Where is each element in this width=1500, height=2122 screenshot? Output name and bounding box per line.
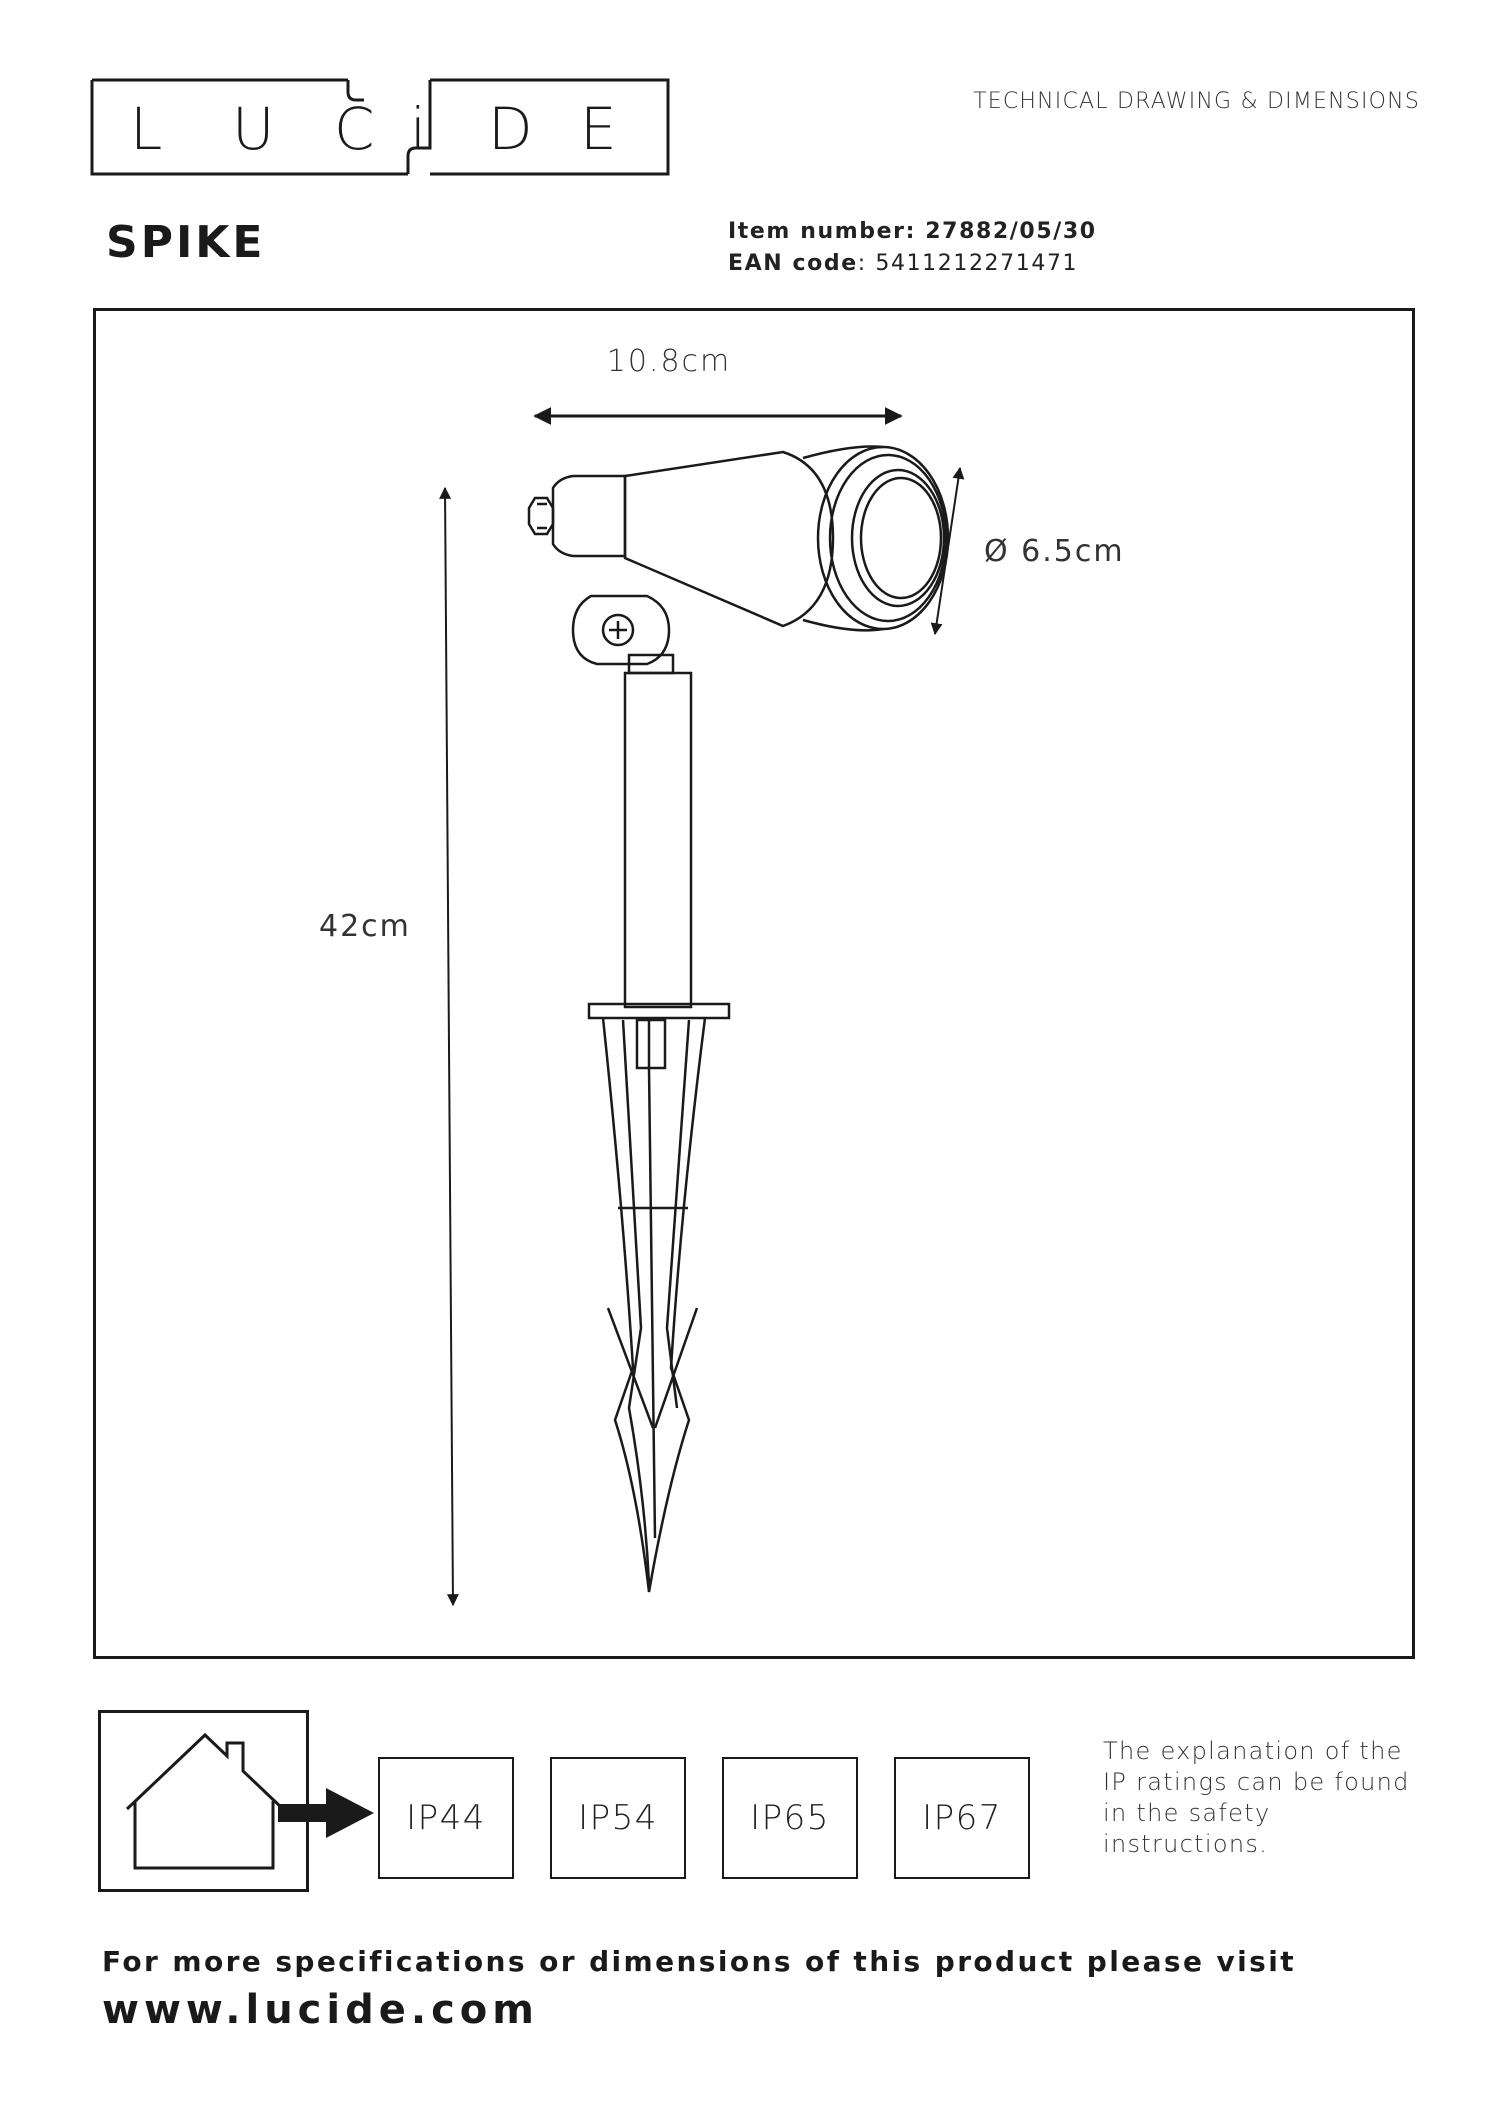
logo-letter-u: U [232, 95, 275, 163]
ground-spike [589, 1004, 729, 1592]
ip-rating-ip54: IP54 [550, 1757, 686, 1879]
ean-label: EAN code [728, 251, 858, 276]
lucide-logo [90, 78, 672, 182]
arrow-right-icon [276, 1782, 376, 1844]
logo-letter-d: D [488, 95, 533, 163]
height-dimension-line [445, 488, 453, 1605]
height-dimension-label: 42cm [319, 909, 411, 944]
logo-letter-i: i [410, 95, 427, 163]
document-type-label: TECHNICAL DRAWING & DIMENSIONS [973, 89, 1420, 114]
ean-row: EAN code: 5411212271471 [728, 251, 1079, 276]
ip-rating-note: The explanation of the IP ratings can be found in the safety instructions. [1103, 1737, 1410, 1858]
logo-letter-e: E [580, 95, 617, 163]
ean-value: 5411212271471 [875, 251, 1079, 276]
item-number-label: Item number [728, 219, 906, 244]
logo-letter-l: L [130, 95, 163, 163]
width-dimension-label: 10.8cm [606, 344, 732, 379]
diameter-dimension-label: Ø 6.5cm [984, 534, 1125, 569]
ip-rating-ip44: IP44 [378, 1757, 514, 1879]
website-link[interactable]: www.lucide.com [102, 1987, 539, 2033]
footer-text: For more specifications or dimensions of this product please visit [102, 1945, 1296, 1978]
spike-stem [625, 673, 691, 1007]
ip-rating-ip67: IP67 [894, 1757, 1030, 1879]
item-number-value: 27882/05/30 [925, 219, 1097, 244]
spotlight-head [529, 446, 948, 673]
technical-drawing [93, 308, 1415, 1659]
item-number-row: Item number: 27882/05/30 [728, 219, 1097, 244]
product-name: SPIKE [106, 217, 266, 268]
logo-letter-c: C [334, 95, 375, 163]
ip-rating-ip65: IP65 [722, 1757, 858, 1879]
